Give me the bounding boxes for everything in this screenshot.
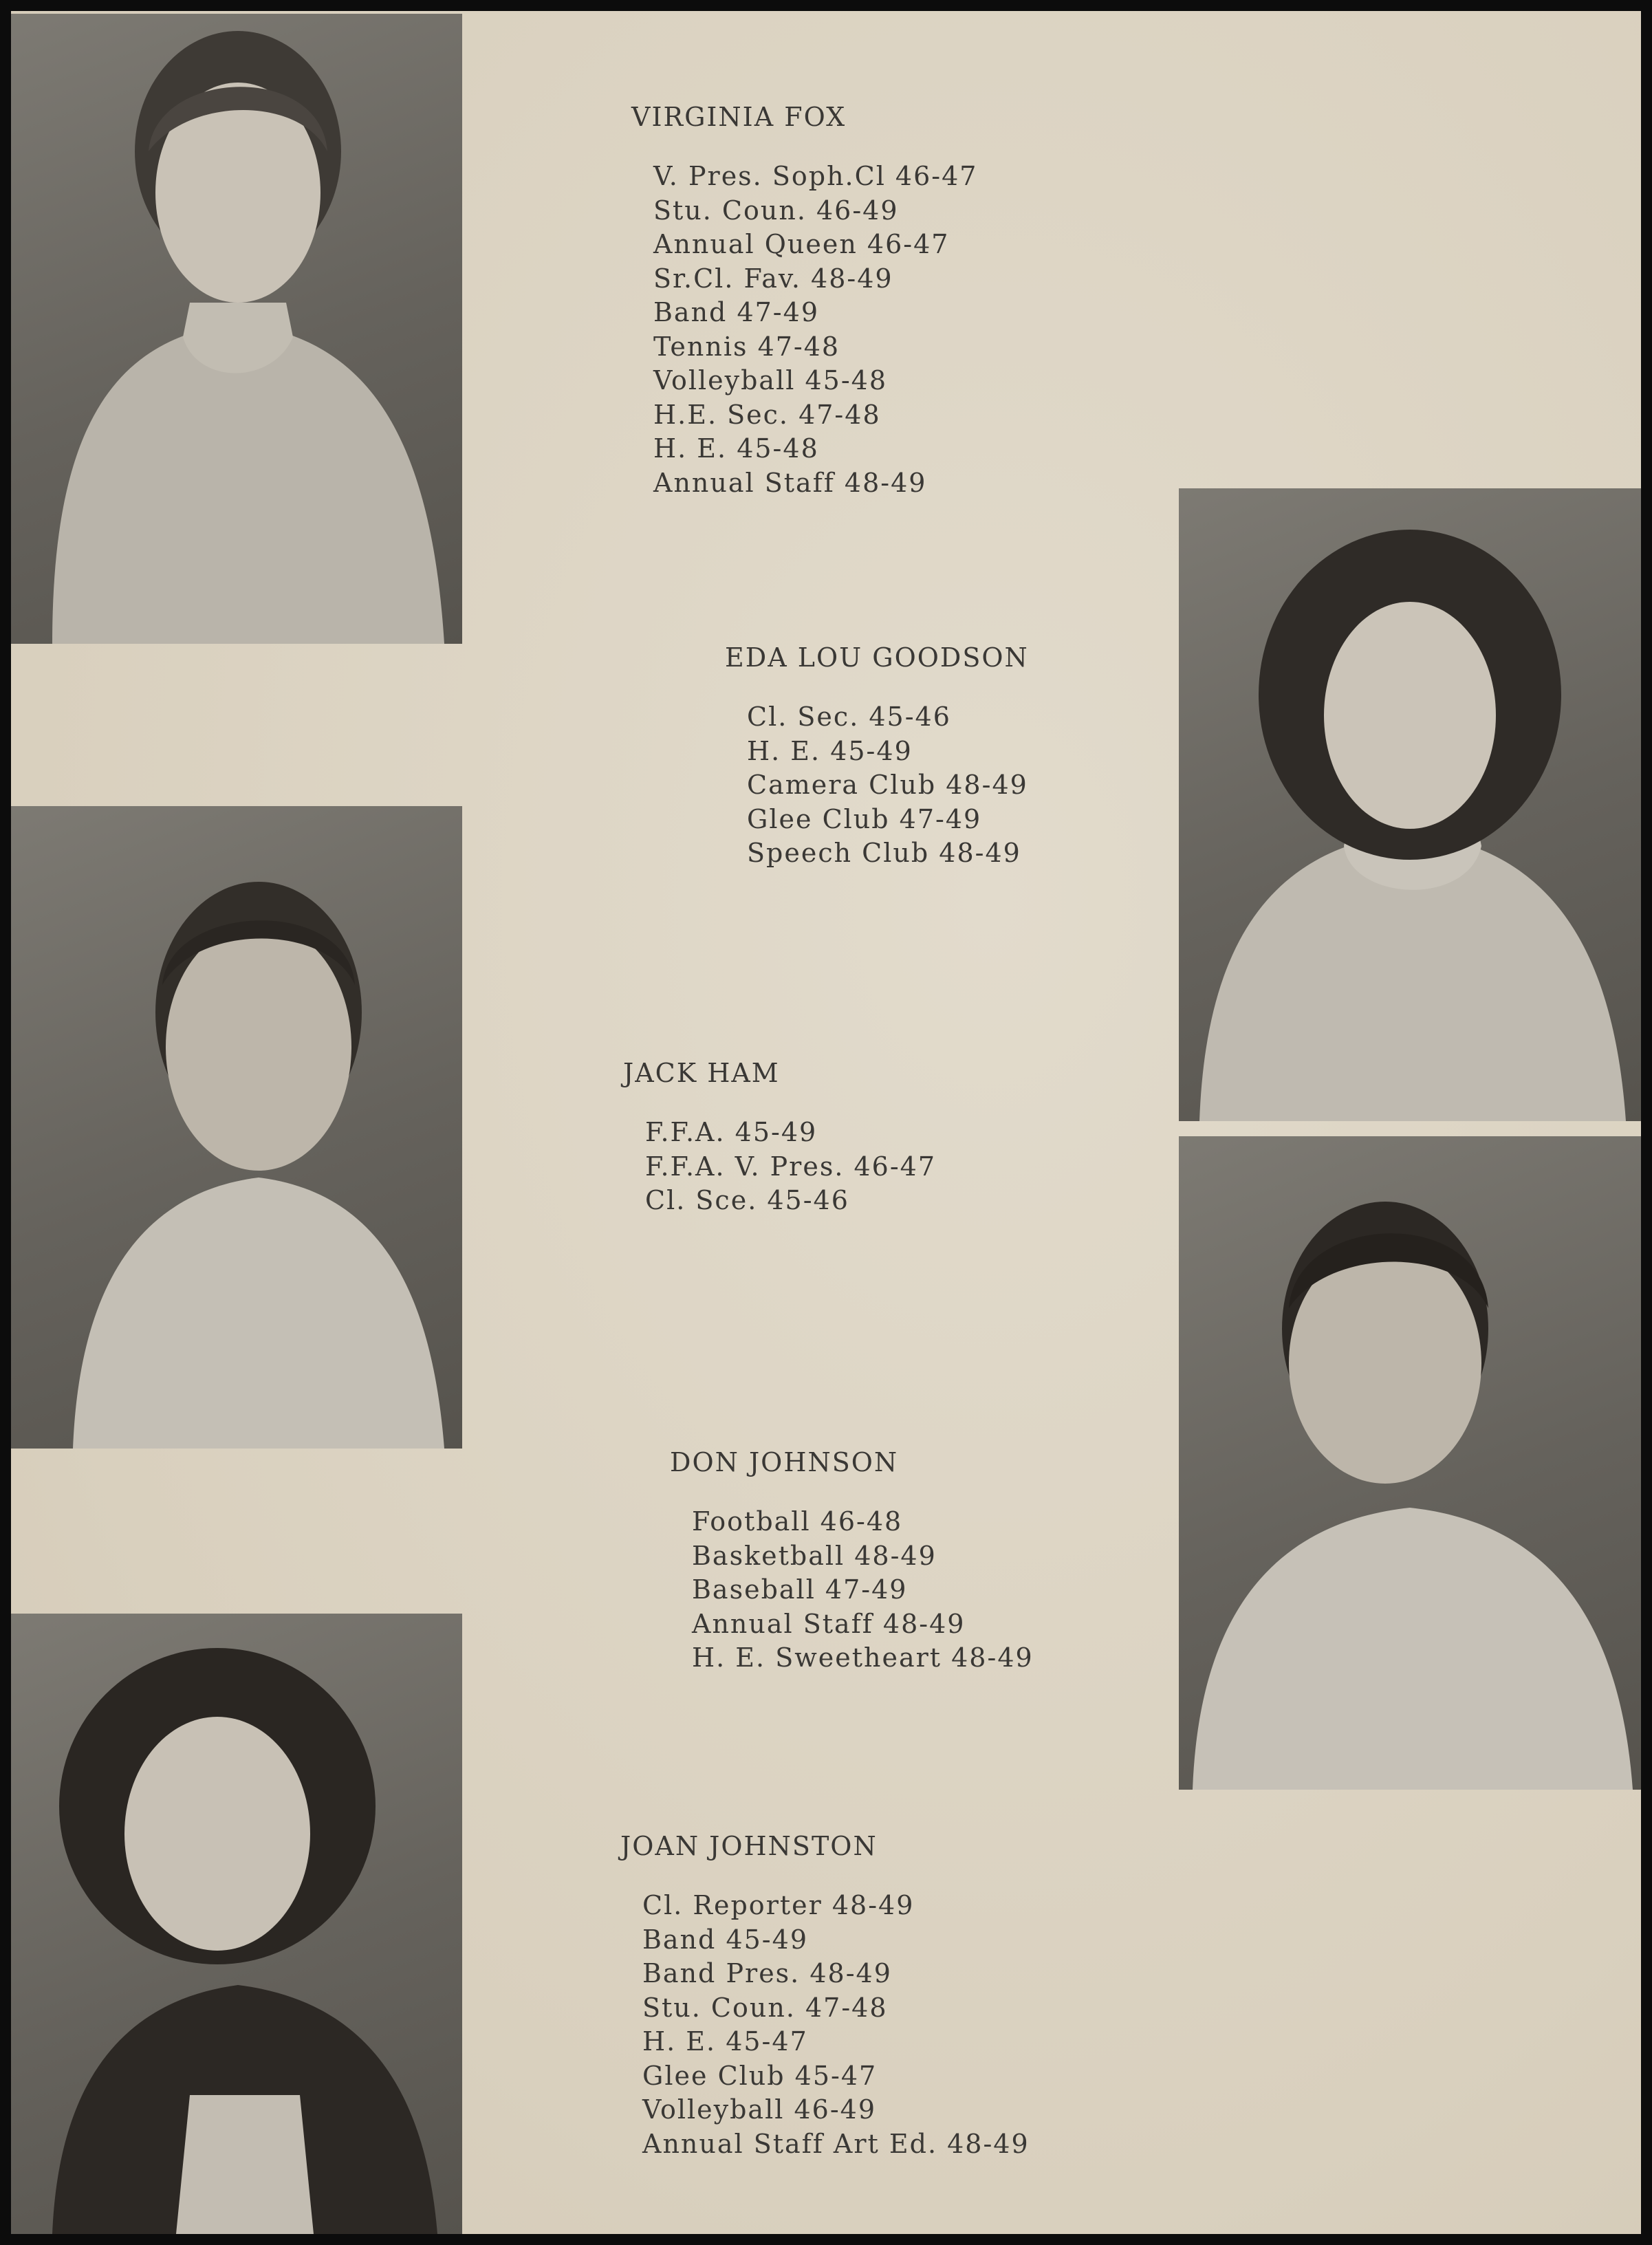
activity-item: F.F.A. 45-49 xyxy=(645,1117,818,1147)
activity-item: Volleyball 45-48 xyxy=(653,365,888,395)
student-name: JOAN JOHNSTON xyxy=(620,1831,878,1861)
activities-list xyxy=(631,160,977,500)
portrait-photo-eda-lou-goodson xyxy=(1179,488,1641,1121)
student-entry xyxy=(620,1831,1030,2161)
portrait-photo-joan-johnston xyxy=(11,1614,462,2234)
student-entry xyxy=(670,1447,1034,1675)
student-name: VIRGINIA FOX xyxy=(631,102,847,132)
activity-item: Cl. Reporter 48-49 xyxy=(642,1890,915,1920)
activities-list xyxy=(725,700,1029,871)
activity-item: Baseball 47-49 xyxy=(692,1574,908,1605)
activity-item: Annual Queen 46-47 xyxy=(653,229,950,259)
activity-item: Volleyball 46-49 xyxy=(642,2094,877,2125)
student-name: JACK HAM xyxy=(623,1058,780,1088)
portrait-photo-jack-ham xyxy=(11,806,462,1449)
activity-item: Band 47-49 xyxy=(653,297,820,327)
activity-item: Basketball 48-49 xyxy=(692,1540,937,1571)
activity-item: Cl. Sec. 45-46 xyxy=(747,702,951,732)
portrait-photo-don-johnson xyxy=(1179,1136,1641,1790)
activity-item: V. Pres. Soph.Cl 46-47 xyxy=(653,161,978,191)
activity-item: Band 45-49 xyxy=(642,1924,809,1955)
activity-item: Band Pres. 48-49 xyxy=(642,1958,892,1988)
activity-item: Annual Staff 48-49 xyxy=(653,467,927,498)
portrait-photo-virginia-fox xyxy=(11,14,462,644)
activity-item: H. E. 45-48 xyxy=(653,433,819,464)
activity-item: F.F.A. V. Pres. 46-47 xyxy=(645,1151,937,1182)
activity-item: H. E. 45-49 xyxy=(747,735,913,766)
activity-item: Football 46-48 xyxy=(692,1506,903,1537)
activities-list xyxy=(623,1116,936,1218)
activities-list xyxy=(620,1889,1030,2161)
activity-item: Speech Club 48-49 xyxy=(747,838,1021,868)
activity-item: Annual Staff 48-49 xyxy=(692,1608,966,1639)
activity-item: H. E. Sweetheart 48-49 xyxy=(692,1642,1034,1673)
student-entry xyxy=(623,1058,936,1218)
student-name: EDA LOU GOODSON xyxy=(725,642,1029,673)
activity-item: Cl. Sce. 45-46 xyxy=(645,1185,849,1215)
activities-list xyxy=(670,1505,1034,1675)
activity-item: Camera Club 48-49 xyxy=(747,770,1028,800)
activity-item: Annual Staff Art Ed. 48-49 xyxy=(642,2128,1030,2159)
activity-item: Stu. Coun. 46-49 xyxy=(653,195,899,226)
activity-item: Sr.Cl. Fav. 48-49 xyxy=(653,263,893,294)
activity-item: Glee Club 47-49 xyxy=(747,803,982,834)
student-entry xyxy=(725,642,1029,871)
student-name: DON JOHNSON xyxy=(670,1447,899,1477)
activity-item: Stu. Coun. 47-48 xyxy=(642,1992,888,2023)
activity-item: Tennis 47-48 xyxy=(653,331,840,362)
student-entry xyxy=(631,102,977,500)
activity-item: Glee Club 45-47 xyxy=(642,2060,878,2091)
yearbook-page xyxy=(11,11,1641,2234)
activity-item: H. E. 45-47 xyxy=(642,2026,808,2057)
activity-item: H.E. Sec. 47-48 xyxy=(653,399,881,430)
